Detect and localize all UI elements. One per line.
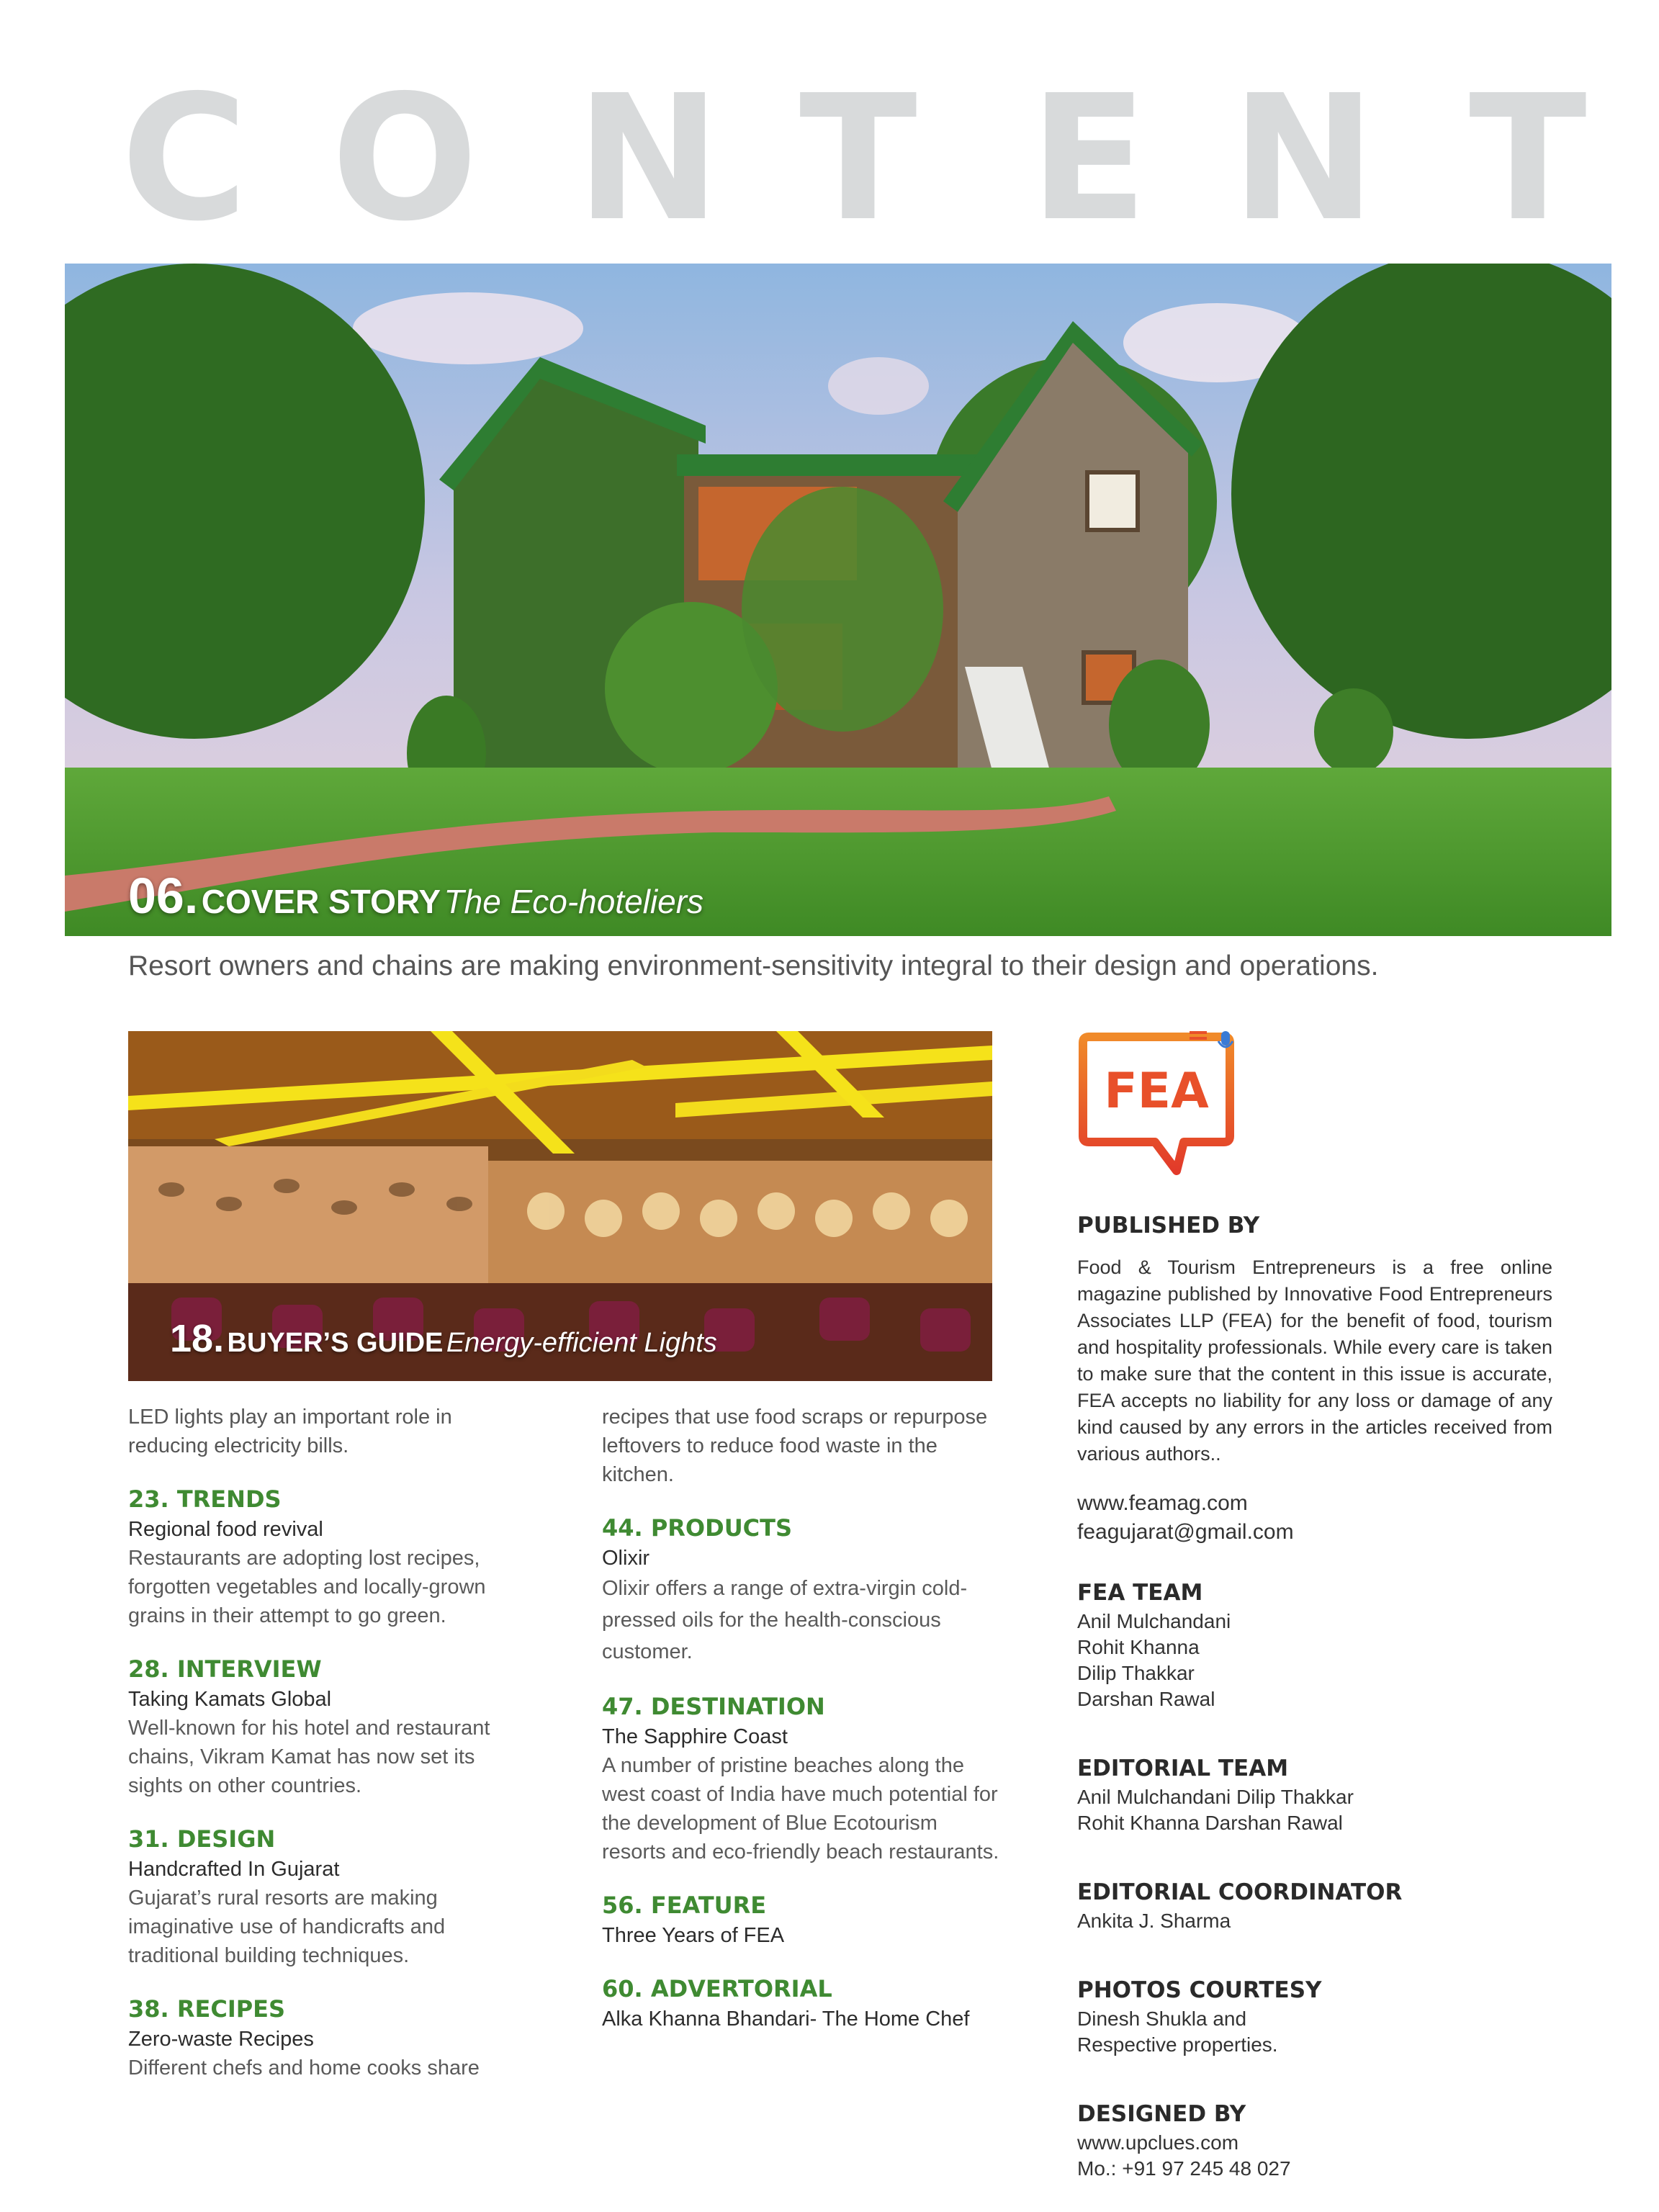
cover-story-page-number: 06.: [128, 868, 199, 924]
entry-title: The Sapphire Coast: [602, 1725, 788, 1748]
fea-team-member: Anil Mulchandani: [1077, 1610, 1231, 1632]
entry-heading: 23. TRENDS: [128, 1485, 282, 1513]
entry-title: Zero-waste Recipes: [128, 2028, 314, 2051]
contents-column-1: [128, 1403, 531, 2082]
entry-heading: 44. PRODUCTS: [602, 1514, 793, 1542]
entry-title: Olixir: [602, 1547, 650, 1570]
masthead-credits: [1077, 1210, 1552, 2182]
entry-title: Three Years of FEA: [602, 1924, 785, 1947]
entry-description: Restaurants are adopting lost recipes, forgotten vegetables and locally-grown grains in their attempt to go green.: [128, 1547, 486, 1627]
designed-by-section: [1077, 2098, 1552, 2182]
entry-heading: 28. INTERVIEW: [128, 1655, 322, 1683]
entry-title: Handcrafted In Gujarat: [128, 1858, 340, 1881]
editorial-coordinator-heading: EDITORIAL COORDINATOR: [1077, 1879, 1403, 1905]
published-by-heading: PUBLISHED BY: [1077, 1213, 1260, 1238]
fea-team-member: Dilip Thakkar: [1077, 1662, 1195, 1684]
editorial-team-line: Rohit Khanna Darshan Rawal: [1077, 1812, 1343, 1834]
photos-courtesy-heading: PHOTOS COURTESY: [1077, 1977, 1322, 2003]
publisher-email[interactable]: feagujarat@gmail.com: [1077, 1520, 1294, 1544]
cover-story-title: The Eco-hoteliers: [444, 883, 704, 920]
photos-courtesy-line: Respective properties.: [1077, 2033, 1278, 2056]
cover-story-section: COVER STORY: [201, 883, 441, 920]
masthead-letter: N: [1231, 58, 1376, 259]
editorial-coordinator-name: Ankita J. Sharma: [1077, 1910, 1231, 1932]
entry-heading: 60. ADVERTORIAL: [602, 1975, 832, 2002]
entry-description: Gujarat’s rural resorts are making imaginative use of handicrafts and traditional building techniques.: [128, 1887, 446, 1967]
editorial-team-heading: EDITORIAL TEAM: [1077, 1755, 1289, 1781]
contents-entry-design[interactable]: [128, 1823, 531, 1970]
editorial-coordinator-section: [1077, 1876, 1552, 1934]
designed-by-heading: DESIGNED BY: [1077, 2101, 1246, 2127]
masthead-letter: C: [121, 58, 248, 259]
buyers-guide-caption: [170, 1316, 717, 1361]
fea-logo: [1076, 1030, 1249, 1178]
buyers-guide-title: Energy-efficient Lights: [446, 1328, 717, 1358]
entry-title: Alka Khanna Bhandari- The Home Chef: [602, 2008, 970, 2031]
masthead-content: [0, 58, 1659, 259]
entry-description: Well-known for his hotel and restaurant chains, Vikram Kamat has now set its sights on other countries.: [128, 1717, 490, 1797]
entry-title: Regional food revival: [128, 1518, 323, 1541]
fea-speech-bubble-icon: [1076, 1030, 1249, 1178]
entry-description: Different chefs and home cooks share: [128, 2056, 480, 2080]
entry-description: Olixir offers a range of extra-virgin cold-pressed oils for the health-conscious customer.: [602, 1577, 968, 1663]
publisher-body: Food & Tourism Entrepreneurs is a free online magazine published by Innovative Food Entrepreneurs Associates LLP (FEA) for the benefit of food, tourism and hospitality professionals. While every care is taken to make sure that the content in this issue is accurate, FEA accepts no liability for any loss or damage of any kind caused by any errors in the articles received from various authors..: [1077, 1256, 1552, 1465]
publisher-website[interactable]: www.feamag.com: [1077, 1491, 1248, 1515]
published-by-section: [1077, 1210, 1552, 1547]
masthead-letter: T: [1469, 58, 1587, 259]
editorial-team-line: Anil Mulchandani Dilip Thakkar: [1077, 1786, 1354, 1808]
contents-entry-feature[interactable]: [602, 1889, 1005, 1950]
contents-column-2: [602, 1403, 1005, 2033]
entry-heading: 47. DESTINATION: [602, 1693, 825, 1720]
entry-heading: 56. FEATURE: [602, 1892, 767, 1919]
cover-story-image[interactable]: [65, 264, 1611, 936]
entry-description: A number of pristine beaches along the west coast of India have much potential for the development of Blue Ecotourism resorts and eco-friendly beach restaurants.: [602, 1754, 999, 1863]
editorial-team-section: [1077, 1753, 1552, 1836]
contents-entry-products[interactable]: [602, 1512, 1005, 1668]
buyers-guide-description: LED lights play an important role in reducing electricity bills.: [128, 1406, 452, 1457]
masthead-letter: N: [576, 58, 721, 259]
buyers-guide-section: BUYER’S GUIDE: [227, 1328, 444, 1358]
eco-resort-illustration: [65, 264, 1611, 936]
fea-logo-text: FEA: [1104, 1063, 1209, 1120]
masthead-letter: O: [331, 58, 479, 259]
masthead-letter: E: [1030, 58, 1148, 259]
contents-entry-recipes[interactable]: [128, 1993, 531, 2082]
entry-heading: 31. DESIGN: [128, 1825, 276, 1853]
fea-team-section: [1077, 1577, 1552, 1712]
designer-phone: Mo.: +91 97 245 48 027: [1077, 2157, 1291, 2180]
buyers-guide-image[interactable]: [128, 1031, 992, 1381]
designer-website[interactable]: www.upclues.com: [1077, 2131, 1239, 2154]
contents-entry-trends[interactable]: [128, 1483, 531, 1630]
recipes-description-continued: recipes that use food scraps or repurpose leftovers to reduce food waste in the kitchen.: [602, 1406, 988, 1486]
masthead-letter: T: [799, 58, 917, 259]
cover-story-description: Resort owners and chains are making environment-sensitivity integral to their design and operations.: [128, 950, 1379, 981]
contents-entry-destination[interactable]: [602, 1691, 1005, 1866]
photos-courtesy-line: Dinesh Shukla and: [1077, 2008, 1247, 2030]
fea-team-heading: FEA TEAM: [1077, 1580, 1203, 1606]
buyers-guide-page-number: 18.: [170, 1317, 225, 1360]
contents-entry-advertorial[interactable]: [602, 1973, 1005, 2033]
fea-team-member: Darshan Rawal: [1077, 1688, 1215, 1710]
photos-courtesy-section: [1077, 1974, 1552, 2058]
fea-team-member: Rohit Khanna: [1077, 1636, 1200, 1658]
entry-heading: 38. RECIPES: [128, 1995, 286, 2023]
contents-entry-interview[interactable]: [128, 1653, 531, 1800]
entry-title: Taking Kamats Global: [128, 1688, 332, 1711]
cover-story-caption: [128, 867, 703, 925]
